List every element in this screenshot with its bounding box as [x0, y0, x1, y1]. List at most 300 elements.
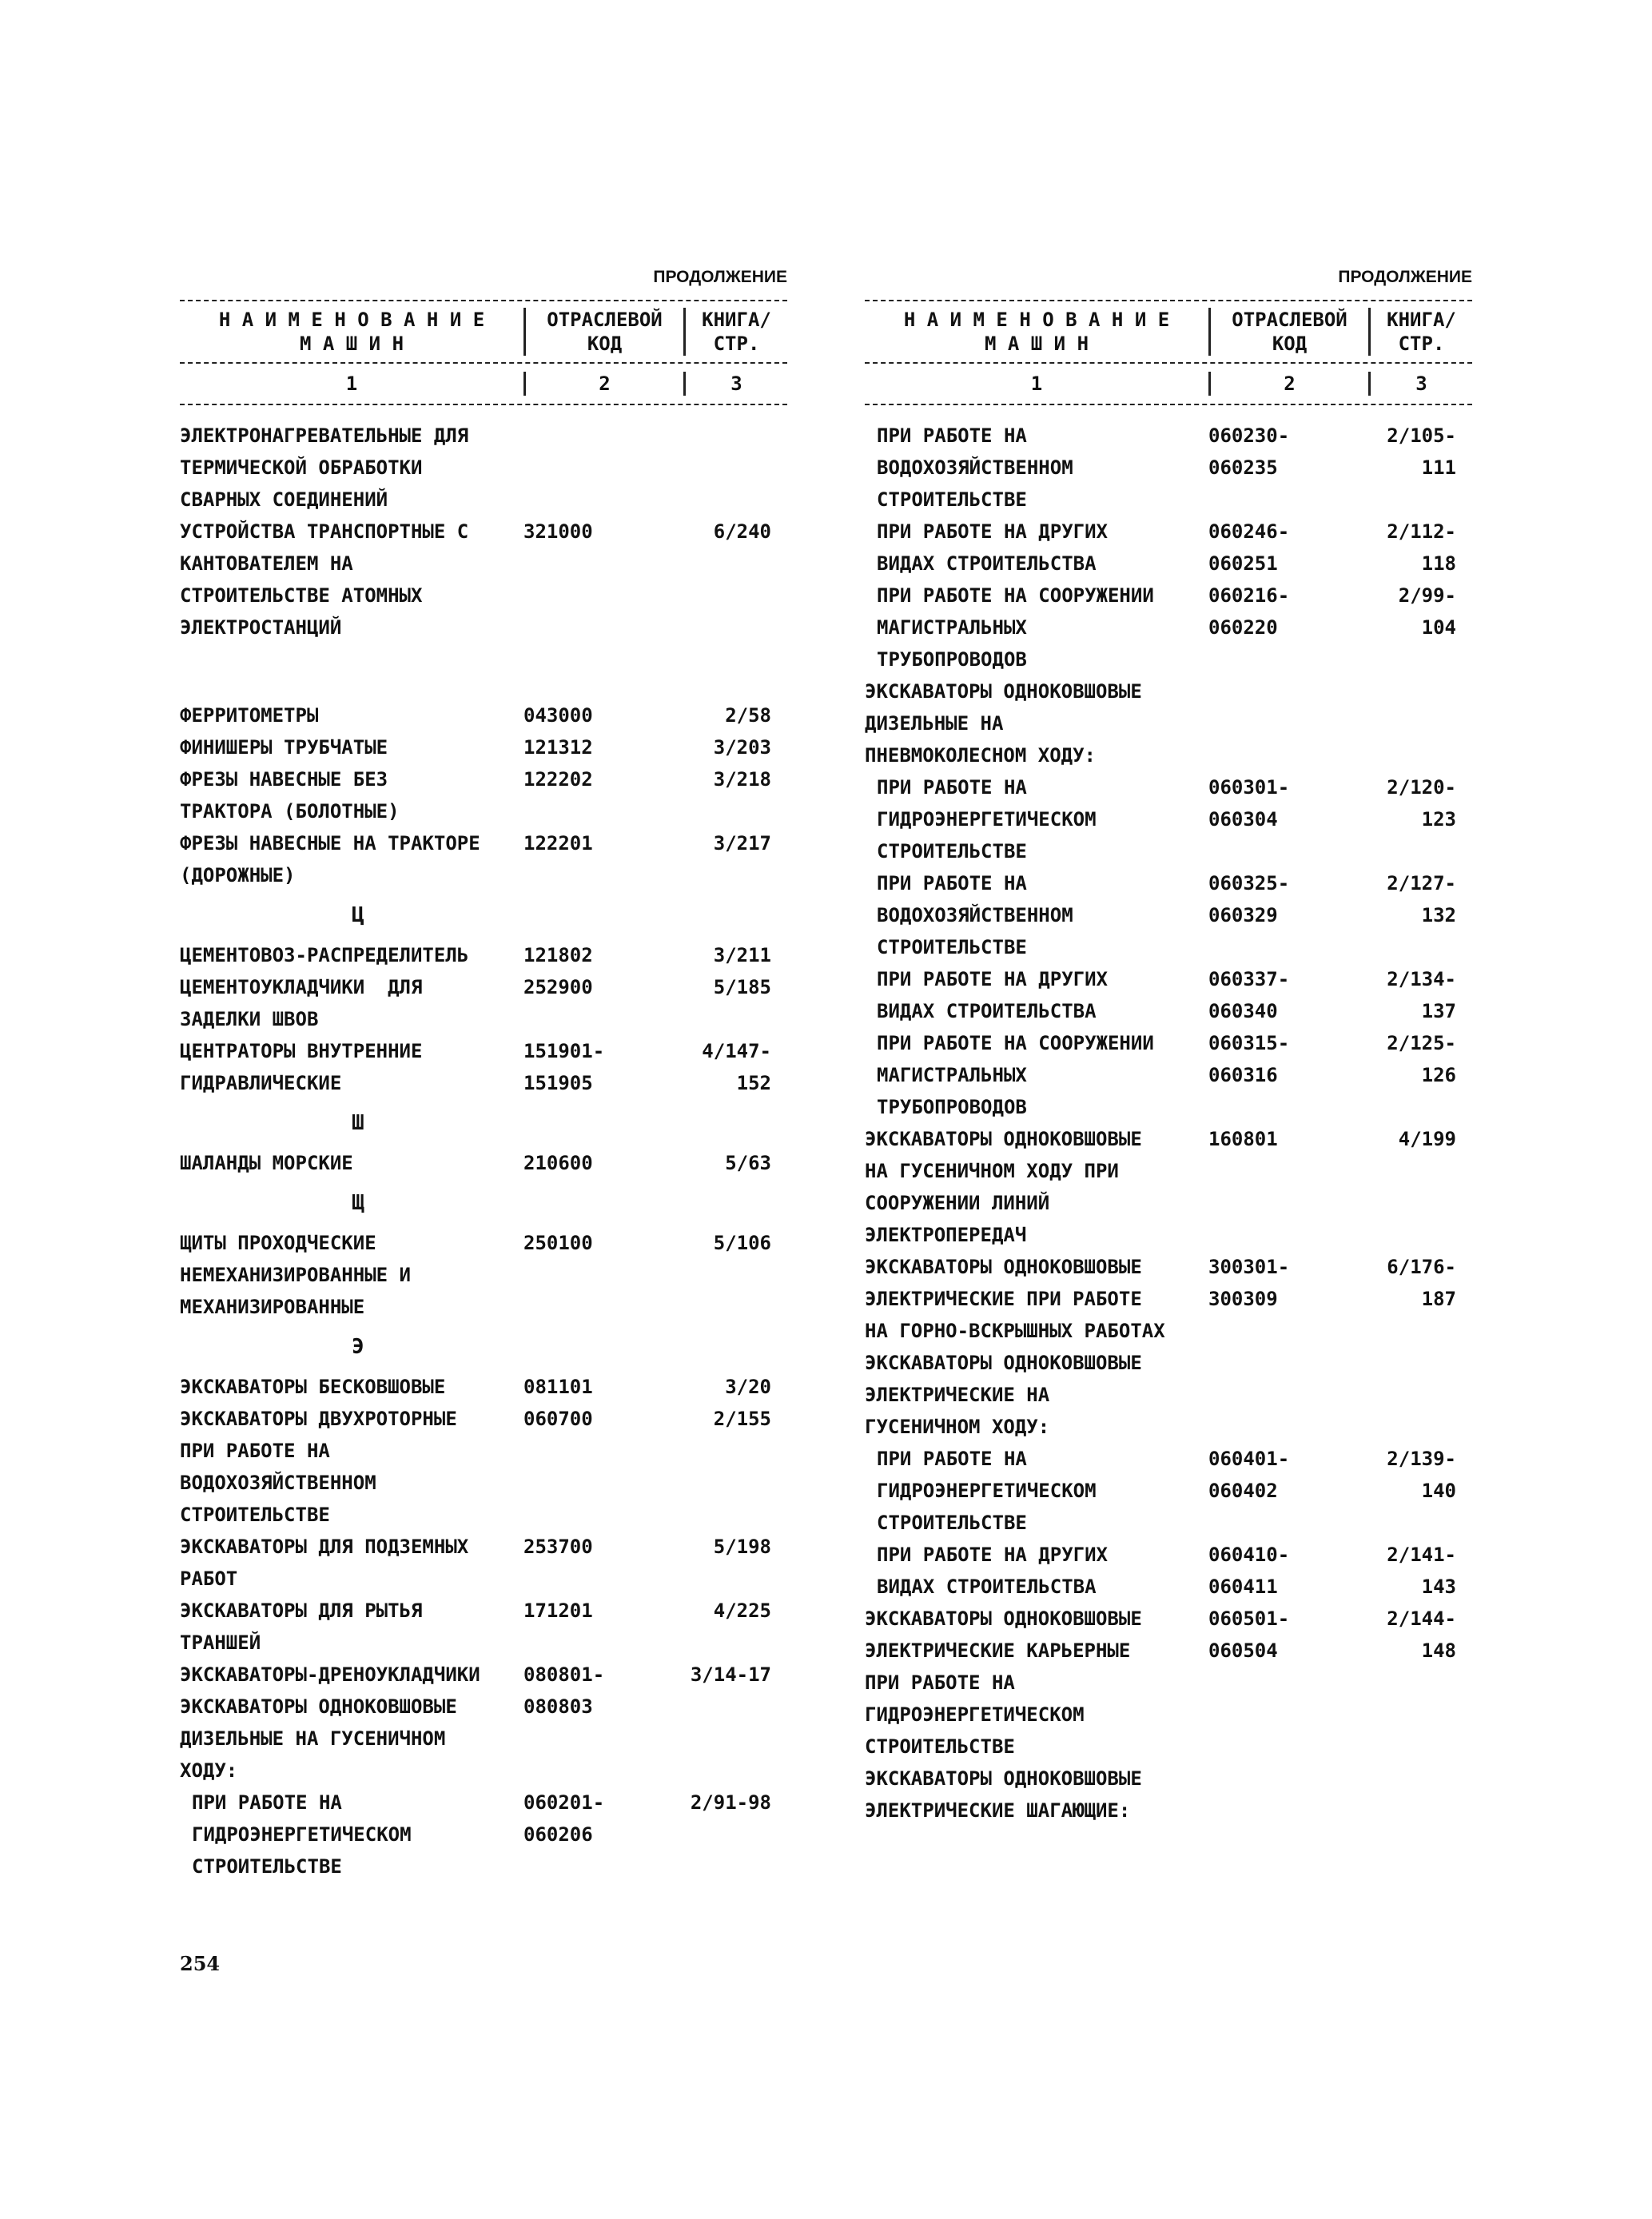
entry-code — [523, 484, 683, 516]
entry-name: ЭКСКАВАТОРЫ ОДНОКОВШОВЫЕ — [865, 1256, 1142, 1278]
entry-code: 300301- — [1208, 1256, 1290, 1278]
entry-name: СВАРНЫХ СОЕДИНЕНИЙ — [180, 488, 388, 511]
entry-page — [1368, 1699, 1472, 1731]
entry-name: УСТРОЙСТВА ТРАНСПОРТНЫЕ С — [180, 520, 469, 543]
table-header — [865, 301, 1472, 362]
entry-name: ГУСЕНИЧНОМ ХОДУ: — [865, 1416, 1050, 1438]
entry-code: 080801- — [523, 1663, 605, 1686]
entry-name: ЭКСКАВАТОРЫ ДВУХРОТОРНЫЕ — [180, 1408, 457, 1430]
entry-name: ЭКСКАВАТОРЫ-ДРЕНОУКЛАДЧИКИ — [180, 1663, 480, 1686]
entry-row — [180, 1850, 787, 1882]
entry-page: 3/203 — [713, 736, 771, 759]
entry-name: МАГИСТРАЛЬНЫХ — [877, 1064, 1027, 1086]
entry-code — [1208, 1795, 1368, 1827]
entry-page — [1368, 1091, 1472, 1123]
entry-name: ЭЛЕКТРОПЕРЕДАЧ — [865, 1224, 1027, 1246]
entry-row — [865, 1187, 1472, 1219]
header-book: КНИГА/ СТР. — [683, 308, 787, 356]
entry-code: 060411 — [1208, 1576, 1278, 1598]
entry-row — [180, 939, 787, 971]
entry-row — [865, 1603, 1472, 1635]
entry-code — [523, 1723, 683, 1755]
column-number-3: 3 — [683, 372, 787, 396]
entry-name: ЦЕМЕНТОУКЛАДЧИКИ ДЛЯ — [180, 976, 423, 998]
entry-code: 060402 — [1208, 1480, 1278, 1502]
entry-name: НЕМЕХАНИЗИРОВАННЫЕ И — [180, 1264, 411, 1286]
entry-page — [683, 420, 787, 452]
entry-code: 060230- — [1208, 424, 1290, 447]
entry-code: 121312 — [523, 736, 593, 759]
entry-page: 2/155 — [713, 1408, 771, 1430]
entry-name: СТРОИТЕЛЬСТВЕ АТОМНЫХ — [180, 584, 423, 607]
entry-code — [1208, 675, 1368, 707]
entry-row — [180, 1659, 787, 1691]
entry-row — [865, 1795, 1472, 1827]
entry-code — [523, 1259, 683, 1291]
entry-name: ШАЛАНДЫ МОРСКИЕ — [180, 1152, 353, 1174]
entry-code: 060325- — [1208, 872, 1290, 894]
entry-code: 043000 — [523, 704, 593, 727]
entry-page — [683, 1691, 787, 1723]
entry-code — [523, 1850, 683, 1882]
entry-row — [180, 1595, 787, 1627]
entry-name: ГИДРОЭНЕРГЕТИЧЕСКОМ — [865, 1703, 1085, 1726]
entry-code: 300309 — [1208, 1288, 1278, 1310]
entry-row — [180, 1435, 787, 1467]
entry-code: 060246- — [1208, 520, 1290, 543]
entry-code — [523, 580, 683, 612]
entry-row — [180, 1819, 787, 1850]
entry-page: 104 — [1421, 616, 1456, 639]
entry-code: 060251 — [1208, 552, 1278, 575]
entry-page — [683, 1003, 787, 1035]
entry-page: 4/225 — [713, 1600, 771, 1622]
entry-row — [865, 931, 1472, 963]
entry-code: 060235 — [1208, 456, 1278, 479]
entry-code: 060329 — [1208, 904, 1278, 926]
entry-row — [865, 963, 1472, 995]
entry-page — [683, 1563, 787, 1595]
entry-code — [1208, 1219, 1368, 1251]
entry-page: 2/112- — [1387, 520, 1456, 543]
entry-page — [1368, 739, 1472, 771]
entry-code: 060337- — [1208, 968, 1290, 990]
entry-name: ПРИ РАБОТЕ НА — [877, 1448, 1027, 1470]
entry-name: ЭКСКАВАТОРЫ БЕСКОВШОВЫЕ — [180, 1376, 446, 1398]
entry-page — [683, 1467, 787, 1499]
entry-name: ПРИ РАБОТЕ НА — [865, 1671, 1015, 1694]
entry-name: ЭКСКАВАТОРЫ ОДНОКОВШОВЫЕ — [865, 1607, 1142, 1630]
entry-name: ТРУБОПРОВОДОВ — [877, 648, 1027, 671]
entry-name: СТРОИТЕЛЬСТВЕ — [877, 840, 1027, 863]
entry-name: ЭКСКАВАТОРЫ ДЛЯ ПОДЗЕМНЫХ — [180, 1536, 469, 1558]
entry-page — [683, 1627, 787, 1659]
entry-name: (ДОРОЖНЫЕ) — [180, 864, 296, 886]
entry-row — [865, 1731, 1472, 1763]
entry-name: ПРИ РАБОТЕ НА — [877, 776, 1027, 799]
entry-row — [865, 1027, 1472, 1059]
entry-name: ПРИ РАБОТЕ НА — [877, 872, 1027, 894]
entry-code — [1208, 643, 1368, 675]
entry-code: 252900 — [523, 976, 593, 998]
entry-page: 3/218 — [713, 768, 771, 791]
entry-row — [180, 763, 787, 795]
entry-row — [180, 1723, 787, 1755]
entry-row — [180, 699, 787, 731]
entry-code: 060501- — [1208, 1607, 1290, 1630]
entry-code — [1208, 739, 1368, 771]
entry-gap — [180, 643, 787, 699]
entry-code — [1208, 835, 1368, 867]
entry-name: ДИЗЕЛЬНЫЕ НА ГУСЕНИЧНОМ — [180, 1727, 446, 1750]
entry-page: 6/176- — [1387, 1256, 1456, 1278]
entry-code: 060316 — [1208, 1064, 1278, 1086]
entry-row — [180, 580, 787, 612]
entry-page: 2/141- — [1387, 1544, 1456, 1566]
entry-name: ФРЕЗЫ НАВЕСНЫЕ НА ТРАКТОРЕ — [180, 832, 480, 855]
entry-name: ТЕРМИЧЕСКОЙ ОБРАБОТКИ — [180, 456, 423, 479]
entry-row — [180, 484, 787, 516]
entry-row — [865, 1699, 1472, 1731]
entry-page: 2/139- — [1387, 1448, 1456, 1470]
entry-name: ВИДАХ СТРОИТЕЛЬСТВА — [877, 1000, 1097, 1022]
section-letter: Ш — [352, 1111, 364, 1135]
header-name: Н А И М Е Н О В А Н И Е М А Ш И Н — [218, 309, 485, 355]
entry-page — [1368, 643, 1472, 675]
entry-page — [1368, 1379, 1472, 1411]
entry-name: ЭЛЕКТРОСТАНЦИЙ — [180, 616, 342, 639]
entry-page — [683, 1259, 787, 1291]
entry-page: 5/106 — [713, 1232, 771, 1254]
entry-code — [1208, 484, 1368, 516]
entry-page: 118 — [1421, 552, 1456, 575]
entry-name: МЕХАНИЗИРОВАННЫЕ — [180, 1296, 365, 1318]
entry-code — [523, 420, 683, 452]
entry-row — [180, 795, 787, 827]
entry-code: 060401- — [1208, 1448, 1290, 1470]
entry-name: ФЕРРИТОМЕТРЫ — [180, 704, 319, 727]
entry-page: 143 — [1421, 1576, 1456, 1598]
entry-name: ЭЛЕКТРОНАГРЕВАТЕЛЬНЫЕ ДЛЯ — [180, 424, 469, 447]
entry-code: 060206 — [523, 1823, 593, 1846]
entry-name: ГИДРАВЛИЧЕСКИЕ — [180, 1072, 342, 1094]
entry-name: ВИДАХ СТРОИТЕЛЬСТВА — [877, 1576, 1097, 1598]
entry-row — [865, 484, 1472, 516]
entry-name: НА ГОРНО-ВСКРЫШНЫХ РАБОТАХ — [865, 1320, 1165, 1342]
entry-code: 151901- — [523, 1040, 605, 1062]
entry-code — [523, 1467, 683, 1499]
header-code: ОТРАСЛЕВОЙ КОД — [1208, 308, 1368, 356]
entry-page — [1368, 1411, 1472, 1443]
entry-name: ПРИ РАБОТЕ НА — [180, 1440, 330, 1462]
entry-page: 137 — [1421, 1000, 1456, 1022]
entry-name: ВИДАХ СТРОИТЕЛЬСТВА — [877, 552, 1097, 575]
entry-row — [865, 1347, 1472, 1379]
entry-name: ЦЕНТРАТОРЫ ВНУТРЕННИЕ — [180, 1040, 423, 1062]
entry-page: 2/99- — [1398, 584, 1456, 607]
entry-name: ГИДРОЭНЕРГЕТИЧЕСКОМ — [877, 808, 1097, 831]
entry-page: 187 — [1421, 1288, 1456, 1310]
entry-code — [523, 1435, 683, 1467]
entry-code: 060201- — [523, 1791, 605, 1814]
entry-code: 060304 — [1208, 808, 1278, 831]
entry-name: ТРАКТОРА (БОЛОТНЫЕ) — [180, 800, 400, 823]
entry-code: 151905 — [523, 1072, 593, 1094]
entry-row — [865, 771, 1472, 803]
entry-code — [1208, 1507, 1368, 1539]
column-numbers — [865, 364, 1472, 404]
entry-name: СТРОИТЕЛЬСТВЕ — [877, 936, 1027, 958]
right-entries — [865, 405, 1472, 1827]
entry-code — [523, 452, 683, 484]
section-letter: Ц — [352, 903, 364, 927]
entry-name: ПРИ РАБОТЕ НА ДРУГИХ — [877, 1544, 1108, 1566]
entry-name: ПРИ РАБОТЕ НА — [192, 1791, 342, 1814]
entry-page — [1368, 1315, 1472, 1347]
entry-code: 253700 — [523, 1536, 593, 1558]
entry-name: ТРАНШЕЙ — [180, 1631, 261, 1654]
entry-code — [523, 1563, 683, 1595]
entry-row — [180, 971, 787, 1003]
entry-code: 060504 — [1208, 1639, 1278, 1662]
entry-name: СТРОИТЕЛЬСТВЕ — [192, 1855, 342, 1878]
entry-row — [865, 995, 1472, 1027]
entry-row — [865, 580, 1472, 612]
entry-row — [865, 707, 1472, 739]
entry-row — [180, 1531, 787, 1563]
left-column — [180, 268, 787, 1882]
entry-name: ЭКСКАВАТОРЫ ОДНОКОВШОВЫЕ — [865, 680, 1142, 703]
entry-code: 160801 — [1208, 1128, 1278, 1150]
entry-code — [1208, 1699, 1368, 1731]
entry-row — [865, 1411, 1472, 1443]
entry-code — [523, 1291, 683, 1323]
entry-name: ВОДОХОЗЯЙСТВЕННОМ — [877, 904, 1073, 926]
entry-page: 2/120- — [1387, 776, 1456, 799]
entry-name: ДИЗЕЛЬНЫЕ НА — [865, 712, 1004, 735]
entry-name: ХОДУ: — [180, 1759, 238, 1782]
entry-name: ГИДРОЭНЕРГЕТИЧЕСКОМ — [192, 1823, 412, 1846]
entry-page: 152 — [736, 1072, 771, 1094]
entry-row — [865, 867, 1472, 899]
column-number-1: 1 — [345, 372, 358, 395]
table-header — [180, 301, 787, 362]
entry-page — [1368, 1731, 1472, 1763]
entry-page: 5/198 — [713, 1536, 771, 1558]
entry-page — [1368, 931, 1472, 963]
entry-row — [865, 1475, 1472, 1507]
entry-code: 171201 — [523, 1600, 593, 1622]
entry-page: 148 — [1421, 1639, 1456, 1662]
entry-page: 126 — [1421, 1064, 1456, 1086]
entry-row — [180, 1563, 787, 1595]
entry-name: ГИДРОЭНЕРГЕТИЧЕСКОМ — [877, 1480, 1097, 1502]
left-entries — [180, 405, 787, 1882]
entry-row — [865, 1667, 1472, 1699]
entry-row — [180, 1627, 787, 1659]
section-letter: Э — [352, 1335, 364, 1359]
entry-page: 4/199 — [1398, 1128, 1456, 1150]
entry-code — [523, 1003, 683, 1035]
entry-name: ПРИ РАБОТЕ НА СООРУЖЕНИИ — [877, 584, 1154, 607]
entry-page — [683, 580, 787, 612]
entry-name: СООРУЖЕНИИ ЛИНИЙ — [865, 1192, 1050, 1214]
column-numbers — [180, 364, 787, 404]
entry-row — [180, 859, 787, 891]
entry-row — [865, 1091, 1472, 1123]
entry-row — [865, 835, 1472, 867]
entry-row — [865, 1155, 1472, 1187]
entry-name: ВОДОХОЗЯЙСТВЕННОМ — [180, 1472, 376, 1494]
entry-page — [683, 1499, 787, 1531]
column-number-1: 1 — [1030, 372, 1043, 395]
entry-row — [865, 643, 1472, 675]
entry-row — [865, 1379, 1472, 1411]
entry-row — [180, 1067, 787, 1099]
entry-page — [683, 1723, 787, 1755]
entry-row — [865, 739, 1472, 771]
entry-code: 060216- — [1208, 584, 1290, 607]
entry-page: 3/20 — [725, 1376, 771, 1398]
entry-row — [865, 452, 1472, 484]
entry-row — [865, 1315, 1472, 1347]
entry-page: 5/63 — [725, 1152, 771, 1174]
entry-page: 132 — [1421, 904, 1456, 926]
entry-code: 250100 — [523, 1232, 593, 1254]
entry-page: 2/127- — [1387, 872, 1456, 894]
entry-name: ПРИ РАБОТЕ НА ДРУГИХ — [877, 968, 1108, 990]
entry-row — [865, 1123, 1472, 1155]
entry-page — [683, 612, 787, 643]
entry-page — [1368, 1347, 1472, 1379]
entry-row — [180, 1291, 787, 1323]
entry-page — [683, 1755, 787, 1787]
entry-page — [1368, 835, 1472, 867]
entry-page: 2/134- — [1387, 968, 1456, 990]
entry-code: 210600 — [523, 1152, 593, 1174]
entry-page: 140 — [1421, 1480, 1456, 1502]
entry-code — [1208, 707, 1368, 739]
entry-page — [1368, 1795, 1472, 1827]
entry-row — [180, 452, 787, 484]
header-name: Н А И М Е Н О В А Н И Е М А Ш И Н — [903, 309, 1170, 355]
entry-page — [1368, 1507, 1472, 1539]
header-code: ОТРАСЛЕВОЙ КОД — [523, 308, 683, 356]
entry-row — [865, 548, 1472, 580]
entry-row — [865, 516, 1472, 548]
entry-code — [523, 1627, 683, 1659]
entry-row — [865, 1571, 1472, 1603]
entry-code: 121802 — [523, 944, 593, 966]
entry-row — [865, 1283, 1472, 1315]
entry-code: 060410- — [1208, 1544, 1290, 1566]
entry-name: ПРИ РАБОТЕ НА СООРУЖЕНИИ — [877, 1032, 1154, 1054]
entry-row — [865, 803, 1472, 835]
entry-name: ФРЕЗЫ НАВЕСНЫЕ БЕЗ — [180, 768, 388, 791]
entry-row — [865, 675, 1472, 707]
entry-page: 3/217 — [713, 832, 771, 855]
entry-page — [1368, 1763, 1472, 1795]
column-number-2: 2 — [1208, 372, 1368, 396]
entry-code: 060340 — [1208, 1000, 1278, 1022]
entry-page — [683, 1819, 787, 1850]
section-letter: Щ — [352, 1191, 364, 1215]
entry-row — [180, 1467, 787, 1499]
entry-row — [865, 1059, 1472, 1091]
entry-row — [180, 516, 787, 548]
continuation-label: ПРОДОЛЖЕНИЕ — [653, 268, 787, 286]
continuation-label: ПРОДОЛЖЕНИЕ — [1338, 268, 1472, 286]
entry-name: ЭЛЕКТРИЧЕСКИЕ КАРЬЕРНЫЕ — [865, 1639, 1131, 1662]
entry-row — [180, 548, 787, 580]
entry-name: ПРИ РАБОТЕ НА — [877, 424, 1027, 447]
entry-row — [180, 1003, 787, 1035]
right-column — [865, 268, 1472, 1827]
entry-code — [1208, 1731, 1368, 1763]
entry-page — [683, 859, 787, 891]
entry-code — [1208, 931, 1368, 963]
entry-page — [1368, 1187, 1472, 1219]
entry-name: ФИНИШЕРЫ ТРУБЧАТЫЕ — [180, 736, 388, 759]
entry-row — [865, 1443, 1472, 1475]
entry-code — [1208, 1187, 1368, 1219]
entry-name: МАГИСТРАЛЬНЫХ — [877, 616, 1027, 639]
entry-row — [865, 1219, 1472, 1251]
entry-page — [1368, 484, 1472, 516]
entry-name: СТРОИТЕЛЬСТВЕ — [877, 1512, 1027, 1534]
entry-name: ПРИ РАБОТЕ НА ДРУГИХ — [877, 520, 1108, 543]
entry-row — [865, 420, 1472, 452]
entry-page: 6/240 — [713, 520, 771, 543]
entry-code: 122201 — [523, 832, 593, 855]
entry-code: 081101 — [523, 1376, 593, 1398]
entry-row — [180, 731, 787, 763]
entry-code — [523, 612, 683, 643]
entry-page — [1368, 1155, 1472, 1187]
entry-code: 060315- — [1208, 1032, 1290, 1054]
entry-row — [180, 420, 787, 452]
entry-page — [1368, 707, 1472, 739]
entry-code — [1208, 1315, 1368, 1347]
entry-code — [1208, 1091, 1368, 1123]
entry-name: СТРОИТЕЛЬСТВЕ — [180, 1504, 330, 1526]
entry-code — [523, 859, 683, 891]
entry-name: ЭЛЕКТРИЧЕСКИЕ ПРИ РАБОТЕ — [865, 1288, 1142, 1310]
entry-name: НА ГУСЕНИЧНОМ ХОДУ ПРИ — [865, 1160, 1119, 1182]
entry-name: РАБОТ — [180, 1568, 238, 1590]
entry-row — [865, 1251, 1472, 1283]
entry-page: 3/211 — [713, 944, 771, 966]
entry-name: ЭЛЕКТРИЧЕСКИЕ ШАГАЮЩИЕ: — [865, 1799, 1131, 1822]
entry-row — [180, 1035, 787, 1067]
entry-page: 123 — [1421, 808, 1456, 831]
entry-name: ЩИТЫ ПРОХОДЧЕСКИЕ — [180, 1232, 376, 1254]
entry-page — [1368, 1219, 1472, 1251]
entry-page — [683, 484, 787, 516]
entry-name: СТРОИТЕЛЬСТВЕ — [865, 1735, 1015, 1758]
entry-row — [180, 1787, 787, 1819]
entry-row — [865, 1635, 1472, 1667]
entry-code: 080803 — [523, 1695, 593, 1718]
entry-code: 060700 — [523, 1408, 593, 1430]
entry-name: СТРОИТЕЛЬСТВЕ — [877, 488, 1027, 511]
entry-page: 2/125- — [1387, 1032, 1456, 1054]
entry-row — [865, 1763, 1472, 1795]
entry-page — [1368, 1667, 1472, 1699]
column-number-2: 2 — [523, 372, 683, 396]
entry-row — [180, 612, 787, 643]
entry-row — [180, 1691, 787, 1723]
